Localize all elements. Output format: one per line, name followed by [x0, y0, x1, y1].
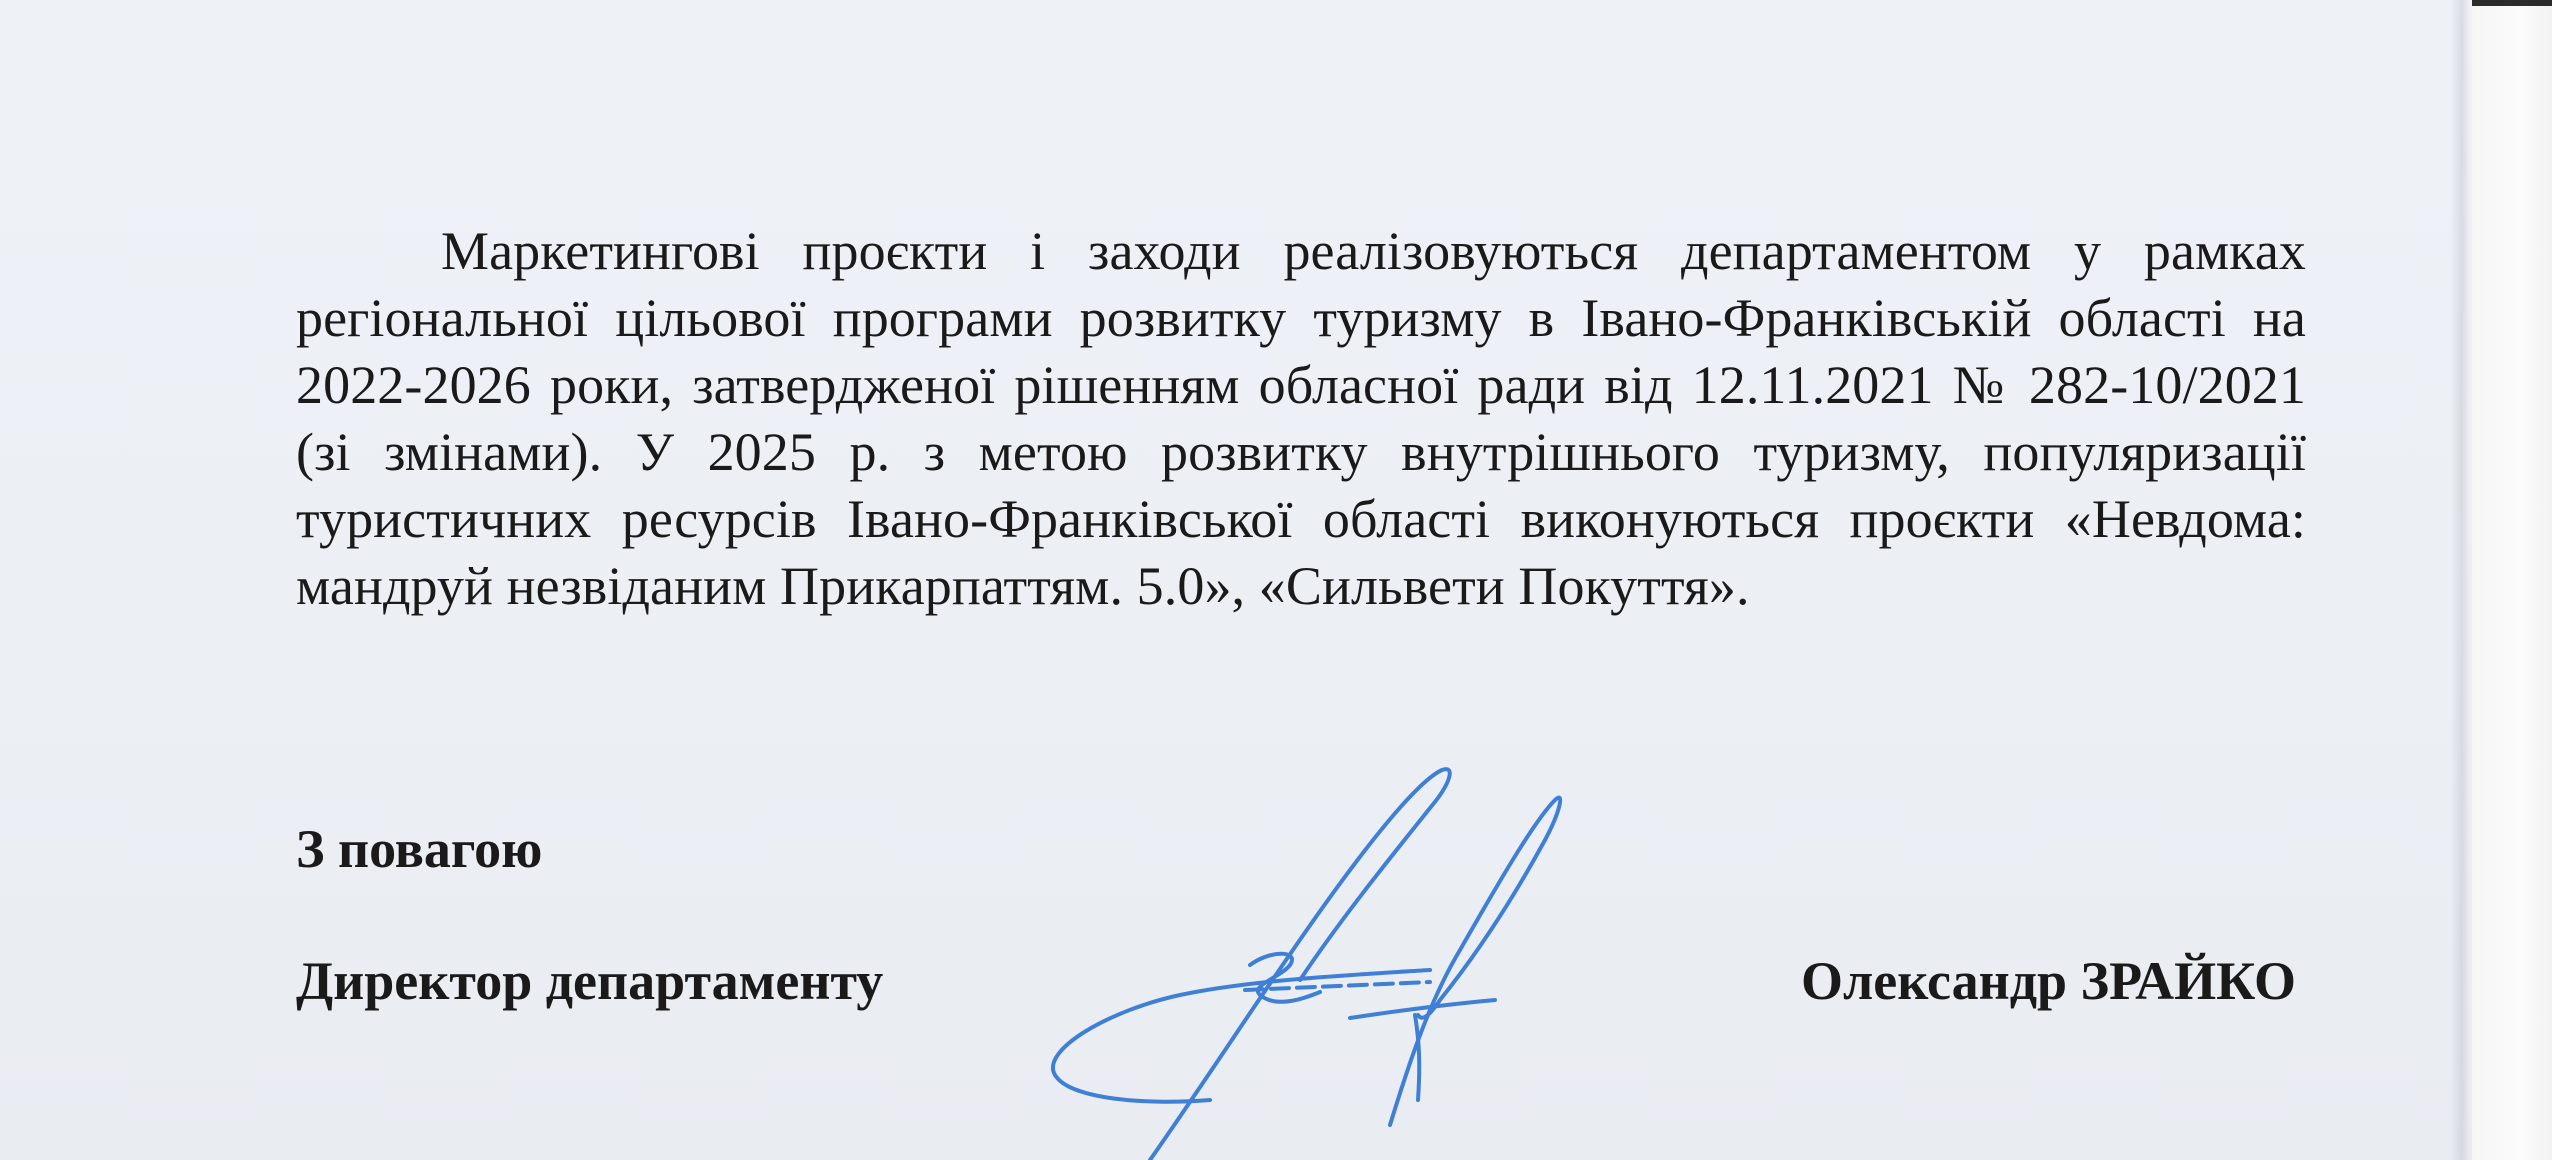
- scan-corner-mark: [2472, 0, 2552, 6]
- body-paragraph: Маркетингові проєкти і заходи реалізовуються департаментом у рамках регіональної цільової програми розвитку туризму в Івано-Франківській області на 2022-2026 роки, затвердженої рішенням обласної ради від 12.11.2021 № 282-10/2021 (зі змінами). У 2025 р. з метою розвитку внутрішнього туризму, популяризації туристичних ресурсів Івано-Франківської області виконуються проєкти «Невдома: мандруй незвіданим Прикарпаттям. 5.0», «Сильвети Покуття».: [296, 221, 2306, 616]
- signatory-name: Олександр ЗРАЙКО: [1800, 951, 2296, 1011]
- signatory-title: Директор департаменту: [296, 951, 884, 1011]
- letter-body: [296, 218, 2306, 620]
- scan-margin-strip: [2472, 0, 2552, 1160]
- handwritten-signature-icon: [960, 760, 1680, 1160]
- closing-phrase: З повагою: [296, 819, 543, 879]
- page-edge-shadow: [2450, 0, 2470, 1160]
